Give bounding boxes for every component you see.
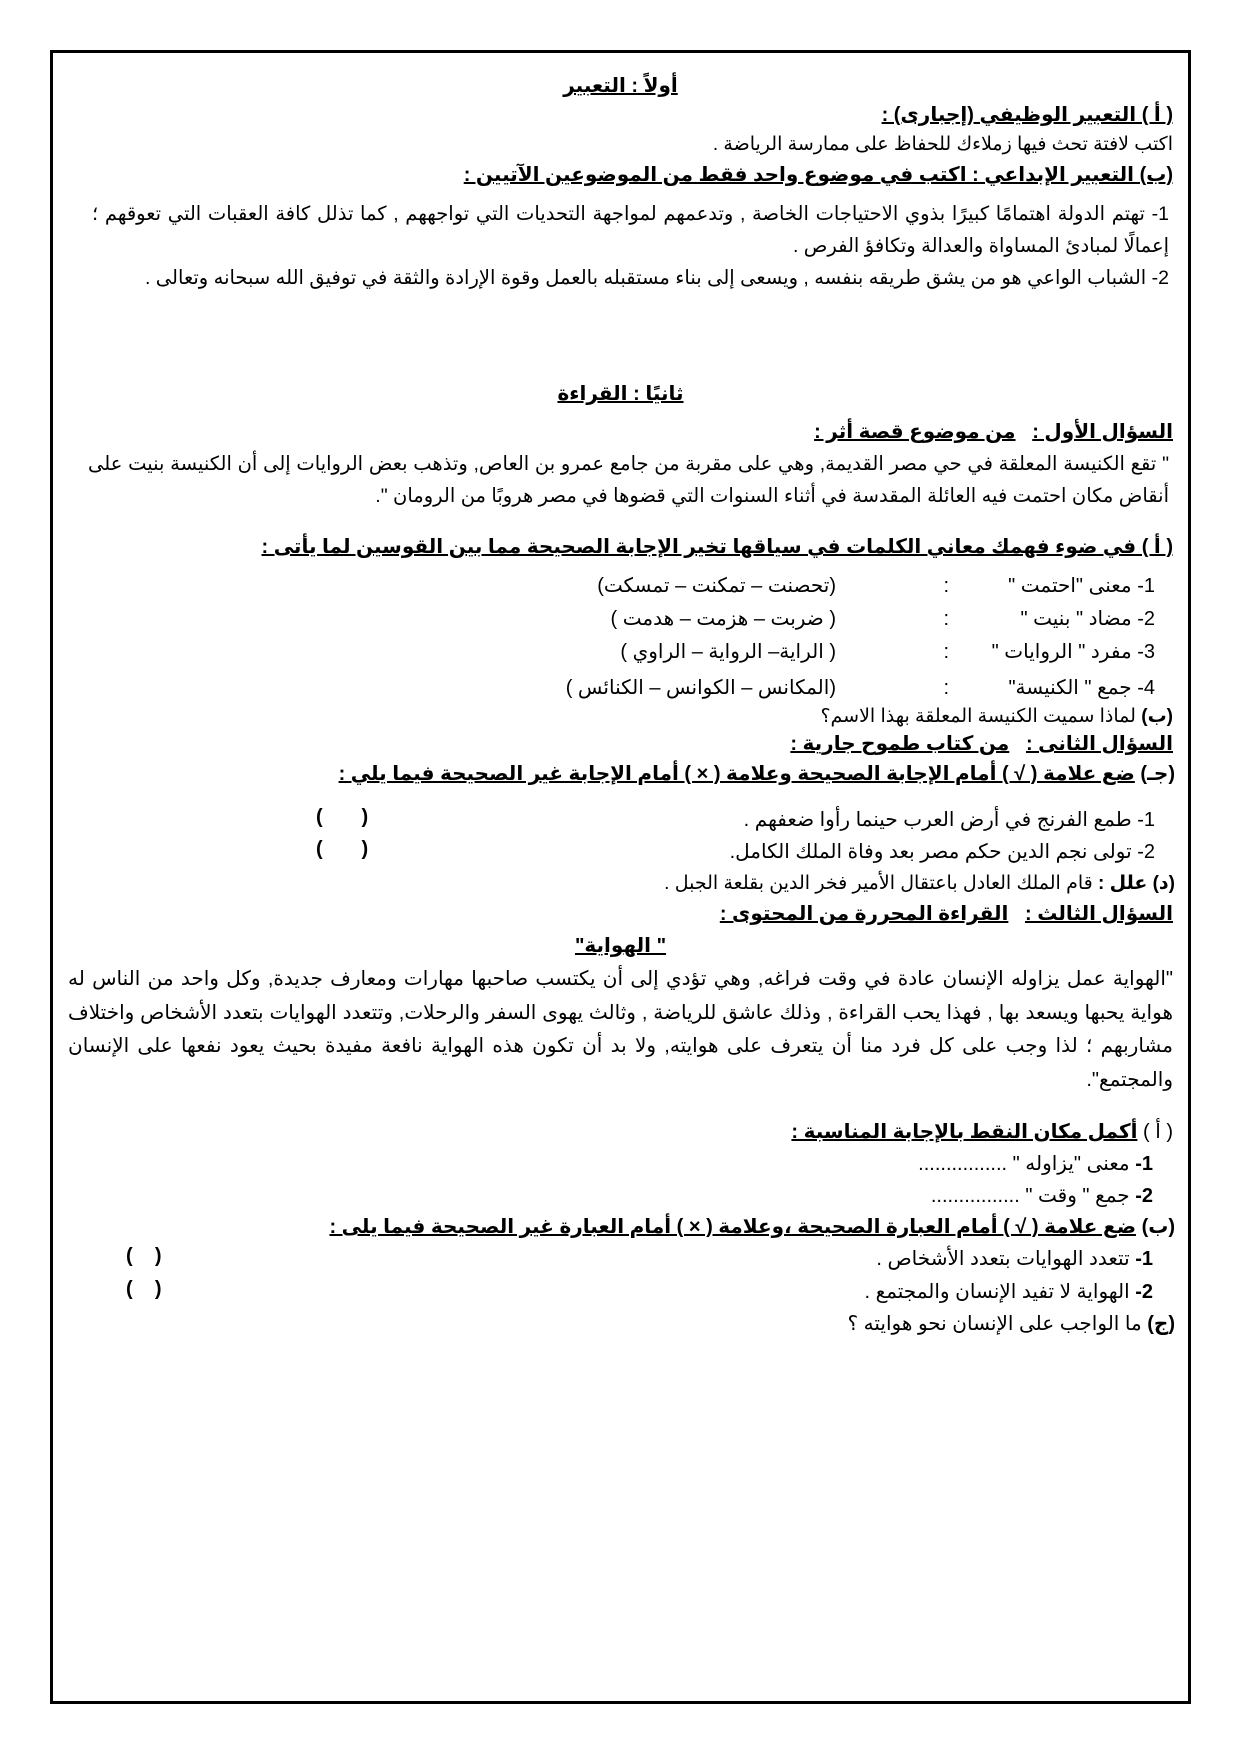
vocab-prompt: 4- جمع " الكنيسة" <box>1008 677 1155 699</box>
item-text: معنى "يزاوله " ................ <box>918 1153 1130 1175</box>
question-2-heading <box>790 732 1173 756</box>
question-2-source: من كتاب طموح جارية : <box>790 733 1010 755</box>
vocab-prompt: 3- مفرد " الروايات " <box>991 641 1155 663</box>
vocab-prompt: 2- مضاد " بنيت " <box>1020 608 1155 630</box>
vocab-options[interactable]: ( ضربت – هزمت – هدمت ) <box>610 608 836 630</box>
question-1-source: من موضوع قصة أثر : <box>814 421 1016 443</box>
question-3-c <box>847 1312 1175 1336</box>
question-2-d-text: قام الملك العادل باعتقال الأمير فخر الدين بقلعة الجبل . <box>664 873 1093 894</box>
question-3-a-prefix: ( أ ) <box>1143 1121 1173 1143</box>
item-text: تتعدد الهوايات بتعدد الأشخاص . <box>876 1248 1130 1270</box>
item-number: 2- <box>1135 1281 1153 1303</box>
question-3-heading <box>720 902 1173 926</box>
question-1-heading <box>814 420 1173 444</box>
functional-expression-label: ( أ ) التعبير الوظيفي (إجبارى) : <box>881 104 1173 126</box>
vocab-options[interactable]: (تحصنت – تمكنت – تمسكت) <box>597 575 836 597</box>
answer-blank[interactable]: ( ) <box>316 806 369 828</box>
question-3-b-prefix: (ب) <box>1141 1216 1175 1238</box>
vocab-options[interactable]: ( الراية– الرواية – الراوي ) <box>620 641 836 663</box>
item-number: 1- <box>1135 1153 1153 1175</box>
true-false-item <box>876 1247 1153 1271</box>
item-number: 2- <box>1135 1185 1153 1207</box>
functional-expression-task: اكتب لافتة تحث فيها زملاءك للحفاظ على ممارسة الرياضة . <box>712 134 1173 155</box>
question-2-d <box>664 872 1175 896</box>
item-text: جمع " وقت " ................ <box>930 1185 1130 1207</box>
creative-expression-label: (ب) التعبير الإبداعي : اكتب في موضوع واحد فقط من الموضوعين الآتيين : <box>463 164 1173 186</box>
question-3-b-label: ضع علامة ( √ ) أمام العبارة الصحيحة ،وعلامة ( × ) أمام العبارة غير الصحيحة فيما يلى : <box>329 1216 1137 1238</box>
question-2-c-label: ضع علامة ( √ ) أمام الإجابة الصحيحة وعلامة ( × ) أمام الإجابة غير الصحيحة فيما يلي : <box>338 763 1135 785</box>
question-2-c-prefix: (جـ) <box>1140 763 1175 785</box>
question-3-a-label: أكمل مكان النقط بالإجابة المناسبة : <box>791 1121 1138 1143</box>
vocab-colon: : <box>943 575 949 597</box>
answer-blank[interactable]: ( ) <box>126 1278 162 1300</box>
question-3-b <box>329 1215 1175 1239</box>
fill-blank-item[interactable] <box>918 1152 1153 1176</box>
question-1-label: السؤال الأول : <box>1032 421 1173 443</box>
question-3-c-text: ما الواجب على الإنسان نحو هوايته ؟ <box>847 1313 1142 1335</box>
question-1-a-label: ( أ ) في ضوء فهمك معاني الكلمات في سياقها تخير الإجابة الصحيحة مما بين القوسين لما يأتى : <box>261 536 1173 558</box>
true-false-item: 1- طمع الفرنج في أرض العرب حينما رأوا ضعفهم . <box>743 809 1155 831</box>
vocab-colon: : <box>943 641 949 663</box>
section-title-reading: ثانيًا : القراءة <box>557 383 684 405</box>
true-false-item: 2- تولى نجم الدين حكم مصر بعد وفاة الملك الكامل. <box>729 841 1155 863</box>
section-title-expression: أولاً : التعبير <box>563 75 678 97</box>
question-1-passage: " تقع الكنيسة المعلقة في حي مصر القديمة, وهي على مقربة من جامع عمرو بن العاص, وتذهب بعض الروايات إلى أن الكنيسة بنيت على أنقاض مكان احتمت فيه العائلة المقدسة في أثناء السنوات التي قضوها في مصر هروبًا من الرومان ". <box>88 453 1169 507</box>
question-1-b-prefix: (ب) <box>1141 706 1173 727</box>
fill-blank-item[interactable] <box>931 1184 1153 1208</box>
question-2-label: السؤال الثانى : <box>1025 733 1173 755</box>
question-3-passage: "الهواية عمل يزاوله الإنسان عادة في وقت فراغه, وهي تؤدي إلى أن يكتسب صاحبها مهارات ومعارف جديدة, وكل واحد من الناس له هواية يحبها ويسعد بها , فهذا يحب القراءة , وذلك عاشق للرياضة , وثالث يهوى السفر والرحلات, وتتعدد الهوايات بتعدد الأشخاص واختلاف مشاربهم ؛ لذا وجب على كل فرد منا أن يتعرف على هوايته, ولا بد أن تكون هذه الهواية نافعة مفيدة بحيث يعود نفعها على الإنسان والمجتمع". <box>68 968 1173 1091</box>
question-3-source: القراءة المحررة من المحتوى : <box>719 903 1009 925</box>
vocab-prompt: 1- معنى "احتمت " <box>1008 575 1155 597</box>
item-number: 1- <box>1135 1248 1153 1270</box>
item-text: الهواية لا تفيد الإنسان والمجتمع . <box>864 1281 1130 1303</box>
vocab-options[interactable]: (المكانس – الكوانس – الكنائس ) <box>565 677 836 699</box>
question-3-a <box>791 1120 1173 1144</box>
answer-blank[interactable]: ( ) <box>316 838 369 860</box>
question-3-c-prefix: (ج) <box>1147 1313 1175 1335</box>
topic-1: 1- تهتم الدولة اهتمامًا كبيرًا بذوي الاحتياجات الخاصة , وتدعمهم لمواجهة التحديات التي تواجههم , كما تذلل كافة العقبات التي تعوقهم ؛ إعمالًا لمبادئ المساواة والعدالة وتكافؤ الفرص . <box>92 203 1169 257</box>
question-1-b <box>820 705 1173 729</box>
question-2-d-prefix: (د) علل : <box>1098 873 1175 894</box>
topic-2: 2- الشباب الواعي هو من يشق طريقه بنفسه , ويسعى إلى بناء مستقبله بالعمل وقوة الإرادة والثقة في توفيق الله سبحانه وتعالى . <box>144 267 1169 289</box>
question-3-label: السؤال الثالث : <box>1025 903 1173 925</box>
true-false-item <box>864 1280 1153 1304</box>
passage-title: " الهواية" <box>574 935 667 957</box>
question-1-b-text: لماذا سميت الكنيسة المعلقة بهذا الاسم؟ <box>820 706 1136 727</box>
vocab-colon: : <box>943 677 949 699</box>
answer-blank[interactable]: ( ) <box>126 1245 162 1267</box>
question-2-c <box>339 762 1175 786</box>
vocab-colon: : <box>943 608 949 630</box>
